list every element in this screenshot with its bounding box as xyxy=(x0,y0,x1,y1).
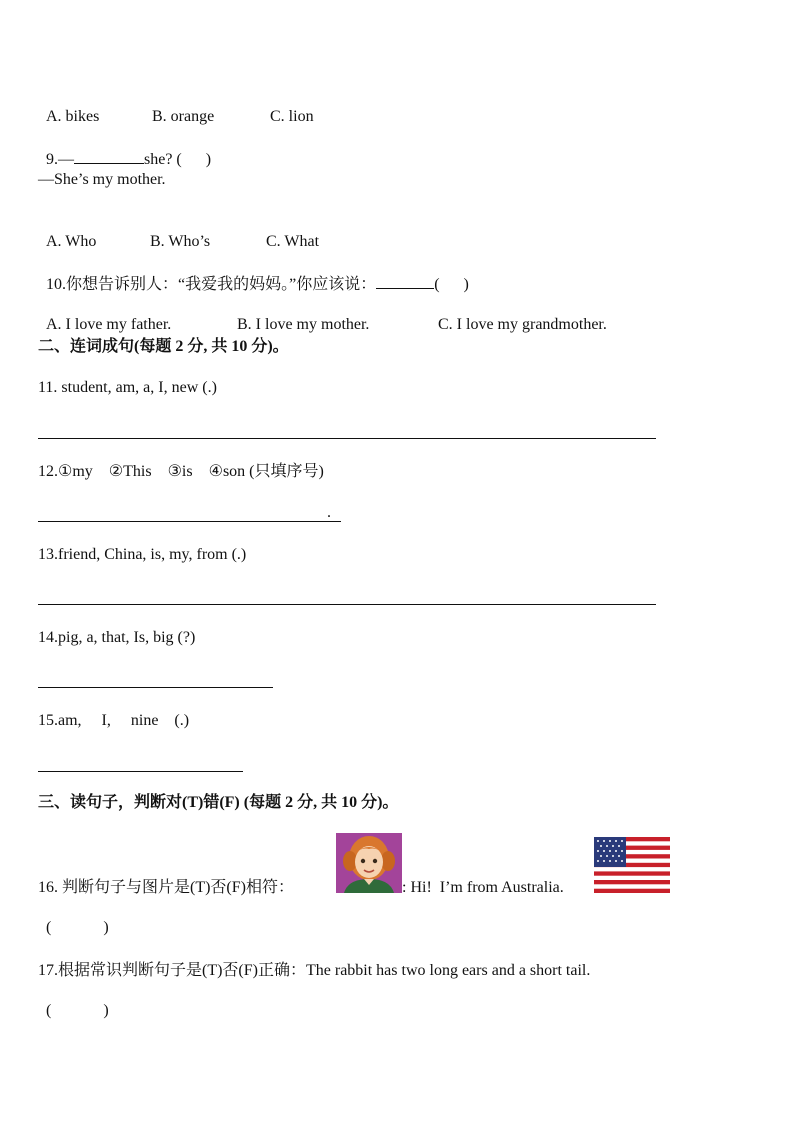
q9-option-c: C. What xyxy=(266,233,320,250)
q14-answer-line[interactable] xyxy=(38,687,273,688)
q14-question: 14.pig, a, that, Is, big (?) xyxy=(38,629,196,646)
q9-prefix: 9.— xyxy=(46,151,74,168)
q9-blank[interactable] xyxy=(74,149,144,164)
q9-option-a: A. Who xyxy=(46,233,97,250)
q16-answer-paren[interactable]: ( ) xyxy=(46,919,109,936)
q9-options xyxy=(38,212,319,252)
q11-question: 11. student, am, a, I, new (.) xyxy=(38,379,217,396)
q8-option-a: A. bikes xyxy=(46,108,100,125)
us-flag-icon xyxy=(594,837,670,893)
q10-question xyxy=(38,254,469,295)
q8-option-b: B. orange xyxy=(152,108,215,125)
q8-options xyxy=(38,87,314,127)
q8-option-c: C. lion xyxy=(270,108,314,125)
q15-answer-line[interactable] xyxy=(38,771,243,772)
q10-option-a: A. I love my father. xyxy=(46,316,172,333)
q15-question: 15.am, I, nine (.) xyxy=(38,712,190,729)
q9-option-b: B. Who’s xyxy=(150,233,211,250)
q10-options xyxy=(38,295,607,335)
q9-suffix: she? ( ) xyxy=(144,151,212,168)
q10-option-b: B. I love my mother. xyxy=(237,316,370,333)
q10-blank[interactable] xyxy=(376,274,434,289)
q12-end-period: . xyxy=(327,504,331,521)
girl-portrait-icon xyxy=(336,833,402,893)
q9-answer-line: —She’s my mother. xyxy=(38,171,166,188)
q12-question: 12.①my ②This ③is ④son (只填序号) xyxy=(38,463,324,480)
q10-suffix: ( ) xyxy=(434,276,469,293)
q10-text: 10.你想告诉别人：“我爱我的妈妈。”你应该说： xyxy=(46,276,377,293)
section3-heading: 三、读句子，判断对(T)错(F) (每题 2 分, 共 10 分)。 xyxy=(38,794,399,811)
q9-question xyxy=(38,129,211,170)
q10-option-c: C. I love my grandmother. xyxy=(438,316,607,333)
q17-question: 17.根据常识判断句子是(T)否(F)正确：The rabbit has two long ears and a short tail. xyxy=(38,962,591,979)
q12-answer-line[interactable] xyxy=(38,521,341,522)
q16-question-text: 16. 判断句子与图片是(T)否(F)相符： xyxy=(38,879,294,896)
q11-answer-line[interactable] xyxy=(38,438,656,439)
section2-heading: 二、连词成句(每题 2 分, 共 10 分)。 xyxy=(38,338,289,355)
q17-answer-paren[interactable]: ( ) xyxy=(46,1002,109,1019)
q13-question: 13.friend, China, is, my, from (.) xyxy=(38,546,247,563)
q13-answer-line[interactable] xyxy=(38,604,656,605)
q16-sentence: : Hi! I’m from Australia. xyxy=(402,879,564,896)
